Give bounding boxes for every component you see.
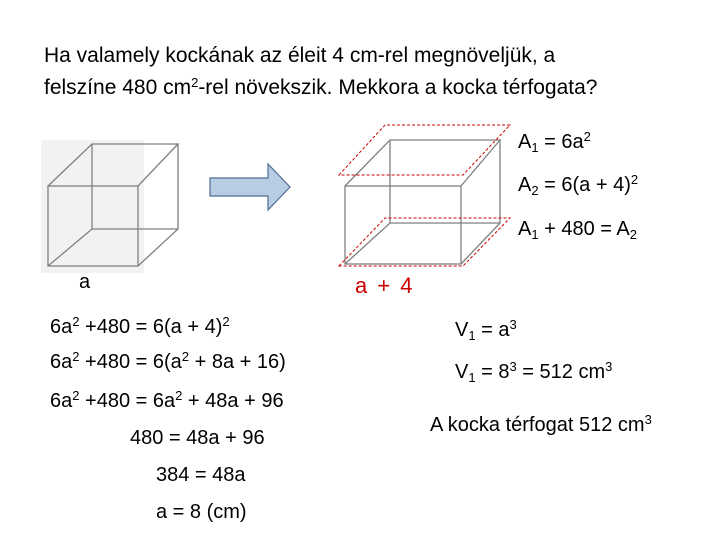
large-cube [339, 125, 510, 266]
eq2-part3: + 8a + 16) [189, 351, 286, 373]
v2-sub: 1 [468, 370, 476, 385]
equation-step-4: 480 = 48a + 96 [130, 427, 265, 449]
eq3-part3: + 48a + 96 [182, 390, 284, 412]
small-cube-label: a [79, 271, 91, 293]
bottom-dashed-plane [339, 218, 510, 266]
v2-sup: 3 [509, 359, 517, 374]
formula-a1 [518, 130, 591, 154]
large-cube-front [345, 186, 461, 264]
volume-formula [455, 318, 517, 342]
formula-a2 [518, 173, 638, 197]
v1-mid: = a [475, 319, 510, 341]
answer-main: A kocka térfogat 512 cm [430, 414, 645, 436]
formula-a3 [518, 217, 637, 241]
equation-step-1 [50, 315, 230, 339]
eq1-sup2: 2 [222, 314, 230, 329]
eq2-part1: 6a [50, 351, 73, 373]
large-cube-hidden-edge [345, 223, 500, 264]
formula-a3-sub2: 2 [629, 227, 638, 242]
problem-line-1: Ha valamely kockának az éleit 4 cm-rel megnöveljük, a [44, 44, 556, 67]
eq3-sup1: 2 [72, 388, 80, 403]
v2-mid: = 8 [475, 361, 510, 383]
formula-a2-sup: 2 [630, 172, 639, 187]
formula-a1-sup: 2 [583, 129, 591, 144]
formula-a1-pre: A [518, 131, 532, 153]
v1-pre: V [455, 319, 469, 341]
formula-a3-mid: + 480 = A [538, 218, 630, 240]
problem-line-2-pre: felszíne 480 cm [44, 76, 192, 99]
v2-post: = 512 cm [516, 361, 606, 383]
equation-step-2 [50, 350, 286, 374]
formula-a2-sub: 2 [531, 183, 539, 198]
problem-line-2-sup: 2 [191, 75, 199, 90]
answer-sup: 3 [644, 412, 652, 427]
formula-a1-mid: = 6a [538, 131, 584, 153]
v2-sup2: 3 [605, 359, 613, 374]
eq1-part2: +480 = 6(a + 4) [79, 316, 223, 338]
eq1-part1: 6a [50, 316, 73, 338]
large-cube-top [345, 140, 500, 186]
small-cube [41, 140, 178, 273]
problem-line-2-post: -rel növekszik. Mekkora a kocka térfogata? [198, 76, 598, 99]
formula-a2-pre: A [518, 174, 532, 196]
formula-a3-pre: A [518, 218, 532, 240]
right-arrow-icon [210, 164, 290, 210]
formula-a3-sub: 1 [531, 227, 539, 242]
answer-text [430, 413, 652, 437]
eq3-sup2: 2 [175, 388, 183, 403]
eq2-part2: +480 = 6(a [79, 351, 182, 373]
eq1-sup1: 2 [72, 314, 80, 329]
equation-step-5: 384 = 48a [156, 464, 246, 486]
v1-sup: 3 [509, 317, 517, 332]
eq3-part1: 6a [50, 390, 73, 412]
top-dashed-plane [339, 125, 510, 175]
v1-sub: 1 [468, 328, 476, 343]
large-cube-side [461, 140, 500, 264]
volume-result [455, 360, 612, 384]
eq3-part2: +480 = 6a [79, 390, 176, 412]
large-cube-label: a + 4 [355, 273, 415, 298]
eq2-sup2: 2 [181, 349, 190, 364]
formula-a2-mid: = 6(a + 4) [538, 174, 631, 196]
v2-pre: V [455, 361, 469, 383]
formula-a1-sub: 1 [531, 140, 539, 155]
equation-step-3 [50, 389, 284, 413]
eq2-sup1: 2 [72, 349, 80, 364]
equation-step-6: a = 8 (cm) [156, 501, 247, 523]
